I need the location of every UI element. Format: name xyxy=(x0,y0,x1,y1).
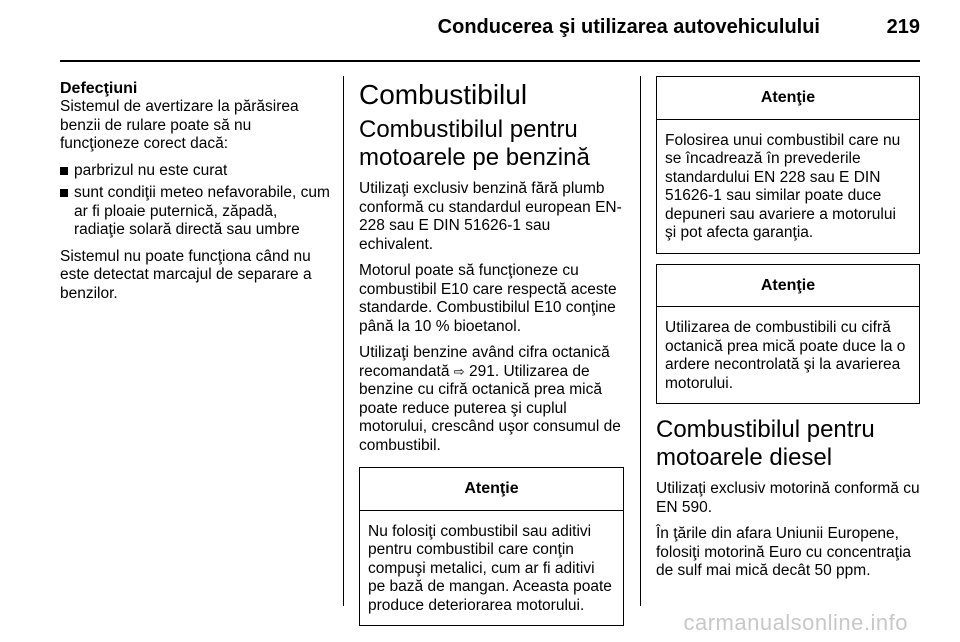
defects-closing: Sistemul nu poate funcţiona când nu este detectat marcajul de separare a benzilor. xyxy=(60,247,312,302)
section-title-diesel: Combustibilul pentru motoarele diesel xyxy=(656,416,875,471)
header-rule xyxy=(60,60,920,62)
column-right xyxy=(656,76,920,589)
bullet-icon xyxy=(60,167,68,175)
page-reference[interactable]: 291 xyxy=(469,362,495,380)
column-middle xyxy=(359,80,624,636)
diesel-paragraph-2: În ţările din afara Uniunii Europene, folosiţi motorină Euro cu concentraţia de sulf mai mică decât 50 ppm. xyxy=(656,525,912,579)
warning-box xyxy=(359,467,624,626)
warning-text: Nu folosiţi combustibil sau aditivi pentru combustibil care conţin compuşi metalici, cum ar fi aditivi pe bază de mangan. Aceasta poate produce deteriorarea motorului. xyxy=(368,522,612,614)
column-divider-left xyxy=(343,76,344,606)
warning-title: Atenţie xyxy=(657,265,919,308)
warning-text: Folosirea unui combustibil care nu se încadrează în prevederile standardului EN 228 sau E DIN 51626-1 sau similar poate duce depuneri sau avariere a motorului şi pot afecta garanţia. xyxy=(665,131,901,241)
header-title: Conducerea şi utilizarea autovehiculului xyxy=(437,16,820,38)
defects-list xyxy=(60,162,330,240)
list-item: sunt condiţii meteo nefavorabile, cum ar fi ploaie puternică, zăpadă, radiaţie solară directă sau umbre xyxy=(60,184,330,240)
petrol-paragraph-1: Utilizaţi exclusiv benzină fără plumb conformă cu standardul european EN-228 sau E DIN 51626-1 sau echivalent. xyxy=(359,180,622,253)
chapter-title: Combustibilul xyxy=(359,79,528,110)
page-reference-arrow-icon: ⇨ xyxy=(453,363,465,379)
page-number: 219 xyxy=(886,16,920,38)
warning-box xyxy=(656,264,920,405)
warning-title: Atenţie xyxy=(657,77,919,120)
diesel-paragraph-1: Utilizaţi exclusiv motorină conformă cu EN 590. xyxy=(656,480,920,516)
warning-title: Atenţie xyxy=(360,468,623,511)
section-heading-defects: Defecţiuni xyxy=(60,80,138,97)
column-left xyxy=(60,80,330,311)
section-title-petrol: Combustibilul pentru motoarele pe benzină xyxy=(359,116,590,171)
defects-intro: Sistemul de avertizare la părăsirea benzii de rulare poate să nu funcţioneze corect dacă: xyxy=(60,98,299,152)
petrol-paragraph-2: Motorul poate să funcţioneze cu combustibil E10 care respectă aceste standarde. Combustibilul E10 conţine până la 10 % bioetanol. xyxy=(359,262,617,335)
list-item: parbrizul nu este curat xyxy=(60,162,330,181)
petrol-paragraph-3: Utilizaţi benzine având cifra octanică recomandată ⇨ 291. Utilizarea de benzine cu cifră octanică prea mică poate reduce puterea şi cuplul motorului, crescând uşor consumul de combustibil. xyxy=(359,344,621,454)
bullet-icon xyxy=(60,189,68,197)
warning-box xyxy=(656,76,920,254)
watermark: carmanualsonline.info xyxy=(683,610,908,635)
column-divider-right xyxy=(640,76,641,606)
warning-text: Utilizarea de combustibili cu cifră octanică prea mică poate duce la o ardere necontrolată şi la avarierea motorului. xyxy=(665,319,906,392)
page-header xyxy=(0,0,960,60)
